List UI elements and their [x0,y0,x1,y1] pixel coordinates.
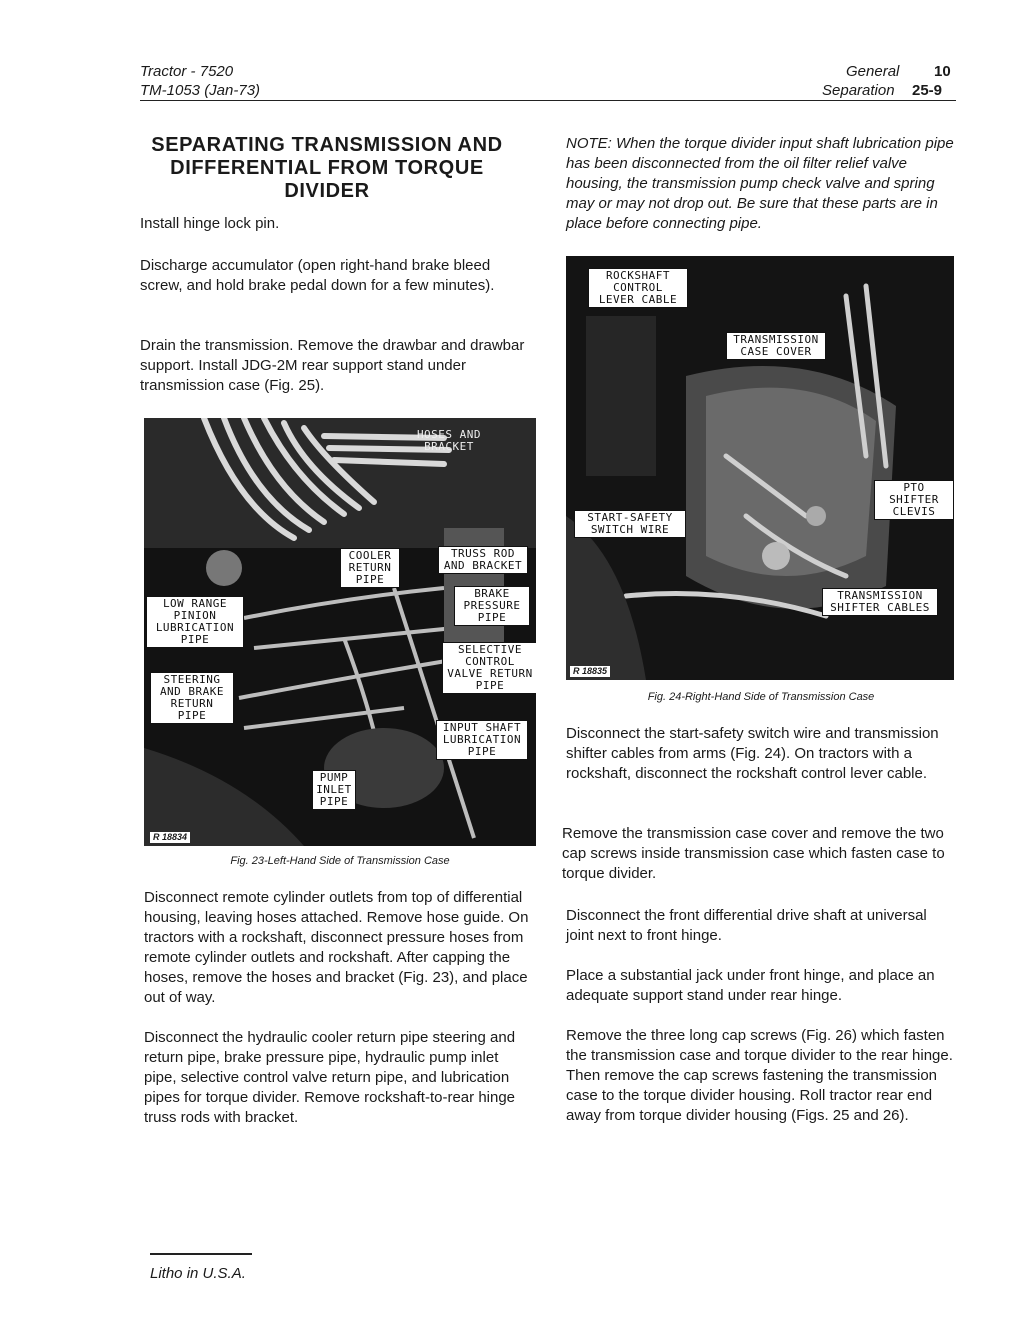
label-hoses-and-bracket: HOSES AND BRACKET [416,428,482,453]
label-rockshaft-control-lever-cable: ROCKSHAFT CONTROL LEVER CABLE [588,268,688,308]
paragraph-hydraulic-pipes: Disconnect the hydraulic cooler return pipe steering and return pipe, brake pressure pipe, hydraulic pump inlet pipe, selective control valve return pipe, and lubrication pipes for torque divider. Remove rockshaft-to-rear hinge truss rods with bracket. [144,1029,516,1126]
header-page-number: 25-9 [912,82,943,99]
figure-24-reference-tag: R 18835 [570,666,610,677]
figure-23-photo [144,418,536,846]
label-cooler-return-pipe: COOLER RETURN PIPE [340,548,400,588]
paragraph-cap-screws: Remove the three long cap screws (Fig. 26) which fasten the transmission case and torque divider to the rear hinge. Then remove the cap screws fastening the transmission case to the torque divider housing. Roll tractor rear end away from torque divider housing (Figs. 25 and 26). [566,1027,953,1124]
paragraph-drive-shaft: Disconnect the front differential drive shaft at universal joint next to front hinge. [566,907,927,944]
header-section: General [846,63,900,80]
header-section-number: 10 [934,63,951,80]
label-selective-control-valve-return-pipe: SELECTIVE CONTROL VALVE RETURN PIPE [442,642,536,694]
figure-23-reference-tag: R 18834 [150,832,190,843]
paragraph-case-cover: Remove the transmission case cover and remove the two cap screws inside transmission case which fasten case to torque divider. [562,825,945,882]
label-pto-shifter-clevis: PTO SHIFTER CLEVIS [874,480,954,520]
figure-23-caption: Fig. 23-Left-Hand Side of Transmission Case [230,855,450,867]
title-line-2: DIFFERENTIAL FROM TORQUE [170,157,484,179]
paragraph-start-safety: Disconnect the start-safety switch wire and transmission shifter cables from arms (Fig. 24). On tractors with a rockshaft, disconnect the rockshaft control lever cable. [566,725,939,782]
note-torque-divider: NOTE: When the torque divider input shaft lubrication pipe has been disconnected from the oil filter relief valve housing, the transmission pump check valve and spring may or may not drop out. Be sure that these parts are in place before connecting pipe. [566,135,954,232]
header-model: Tractor - 7520 [140,63,234,80]
label-steering-and-brake-return-pipe: STEERING AND BRAKE RETURN PIPE [150,672,234,724]
paragraph-drain: Drain the transmission. Remove the drawbar and drawbar support. Install JDG-2M rear support stand under transmission case (Fig. 25). [140,337,525,394]
paragraph-accumulator: Discharge accumulator (open right-hand brake bleed screw, and hold brake pedal down for a few minutes). [140,257,495,294]
paragraph-jack: Place a substantial jack under front hinge, and place an adequate support stand under rear hinge. [566,967,935,1004]
title-line-1: SEPARATING TRANSMISSION AND [151,134,503,156]
label-brake-pressure-pipe: BRAKE PRESSURE PIPE [454,586,530,626]
paragraph-remote-cylinder: Disconnect remote cylinder outlets from top of differential housing, leaving hoses attached. Remove hose guide. On tractors with a rockshaft, disconnect pressure hoses from remote cylinder outlets and rockshaft. After capping the hoses, remove the hoses and bracket (Fig. 23), and place out of way. [144,889,529,1006]
paragraph-hinge-lock: Install hinge lock pin. [140,215,280,232]
title-line-3: DIVIDER [284,180,370,202]
label-pump-inlet-pipe: PUMP INLET PIPE [312,770,356,810]
label-input-shaft-lubrication-pipe: INPUT SHAFT LUBRICATION PIPE [436,720,528,760]
figure-24-photo [566,256,954,680]
header-rule [140,100,956,101]
figure-24-caption: Fig. 24-Right-Hand Side of Transmission Case [647,691,875,703]
label-transmission-case-cover: TRANSMISSION CASE COVER [726,332,826,360]
label-truss-rod-and-bracket: TRUSS ROD AND BRACKET [438,546,528,574]
footer-litho: Litho in U.S.A. [150,1265,246,1282]
header-group: Separation [822,82,895,99]
label-low-range-pinion-lubrication-pipe: LOW RANGE PINION LUBRICATION PIPE [146,596,244,648]
figure-24-artwork [566,256,954,680]
footer-rule [150,1253,252,1255]
label-start-safety-switch-wire: START-SAFETY SWITCH WIRE [574,510,686,538]
section-title [140,134,514,203]
header-manual-id: TM-1053 (Jan-73) [140,82,261,99]
label-transmission-shifter-cables: TRANSMISSION SHIFTER CABLES [822,588,938,616]
